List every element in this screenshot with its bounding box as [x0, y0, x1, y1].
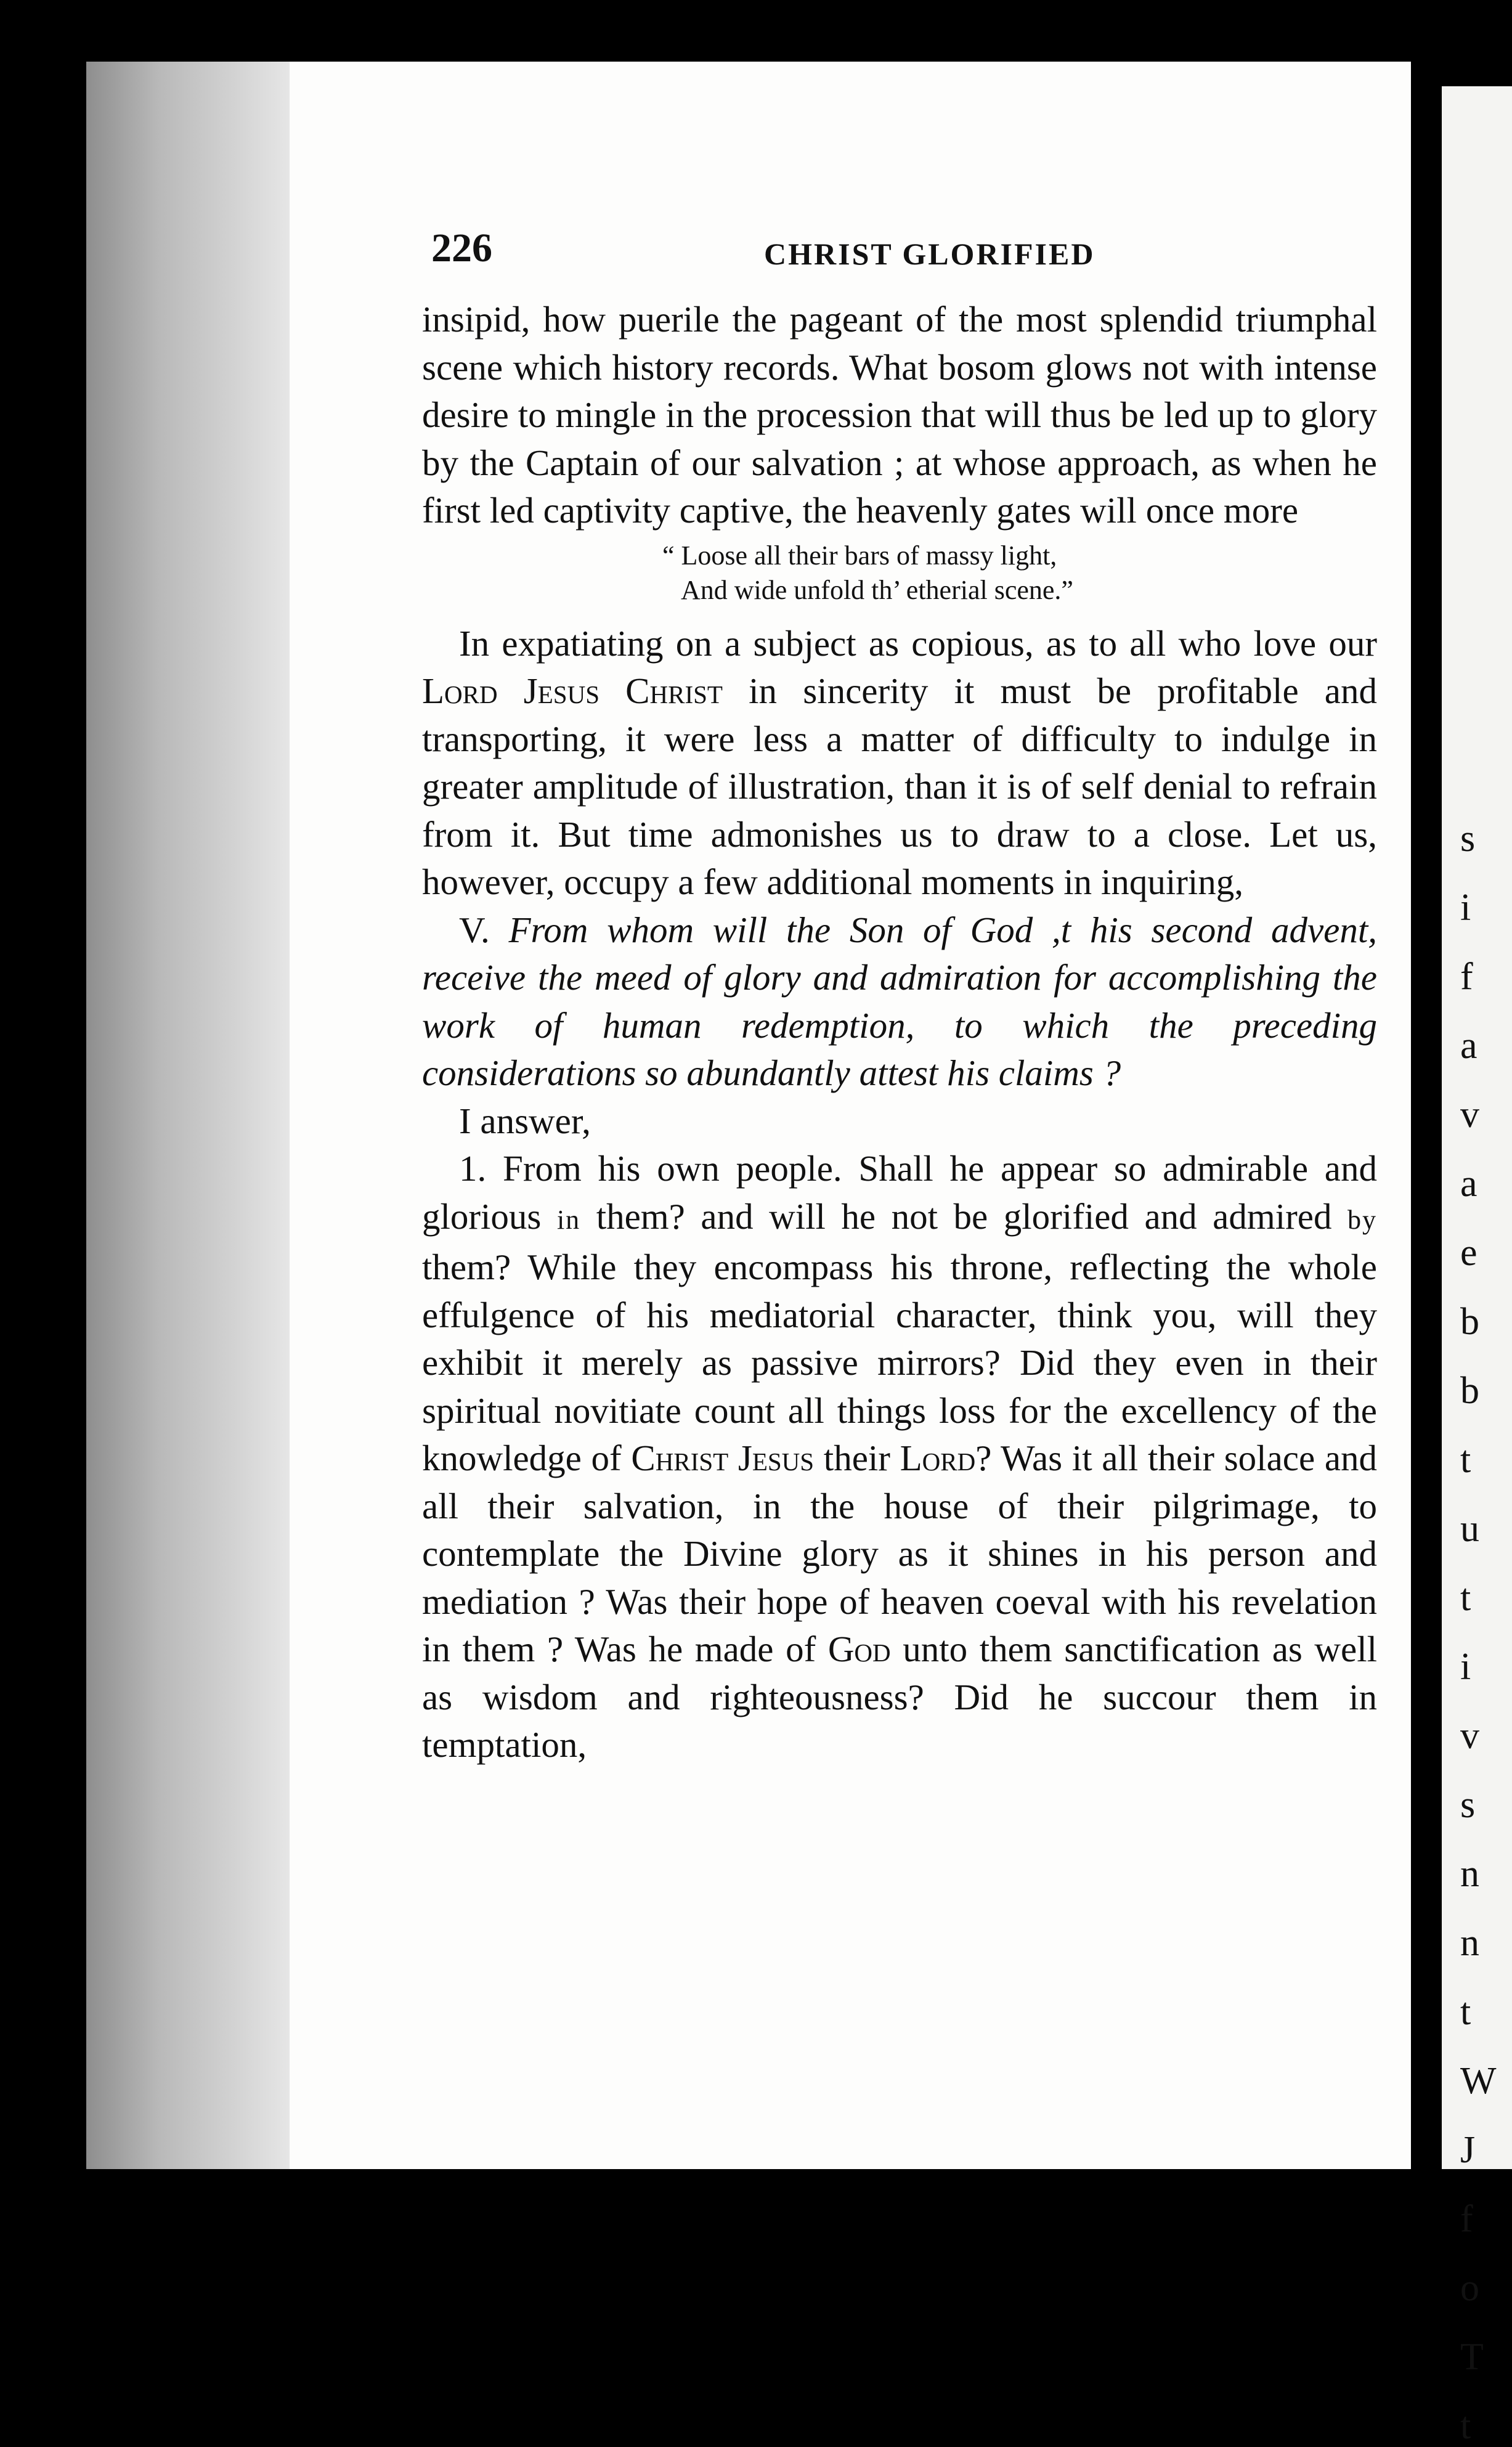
point-1-a: 1. From his own people. Shall he appear so admirable and glorious	[422, 1148, 1377, 1237]
facing-page-fragment: n	[1460, 1922, 1479, 1964]
paragraph-2-b: in sincerity it must be profitable and transporting, it were less a matter of difficulty to indulge in greater amplitude of illustration, than it is of self denial to refrain from it. But time admonishes us to draw to a close. Let us, however, occupy a few additional moments in inquiring,	[422, 670, 1377, 902]
verse-quote	[422, 539, 1377, 608]
facing-page-fragment: u	[1460, 1508, 1479, 1550]
facing-page-fragment: i	[1460, 887, 1471, 929]
facing-page-fragment: a	[1460, 1025, 1477, 1067]
emph-in: in	[556, 1204, 581, 1235]
paragraph-1-text: insipid, how puerile the pageant of the most splendid triumphal scene which history records. What bosom glows not with intense desire to mingle in the procession that will thus be led up to glory by the Captain of our salvation ; at whose approach, as when he first led captivity captive, the heavenly gates will once more	[422, 299, 1377, 531]
facing-page-fragment: n	[1460, 1853, 1479, 1895]
facing-page-fragment: v	[1460, 1715, 1479, 1757]
running-head	[431, 225, 1417, 274]
facing-page-fragment: e	[1460, 1232, 1477, 1274]
point-1-d: their	[823, 1438, 890, 1478]
paragraph-point-1	[422, 1145, 1377, 1769]
section-numeral: V.	[459, 909, 490, 950]
point-1-e: ? Was it all their solace and all their salvation, in the house of their pilgrimage, to contemplate the Divine glory as it shines in his person and mediation ? Was their hope of heaven coeval with his revelation in them ? Was he made of	[422, 1438, 1378, 1669]
facing-page-fragment: t	[1460, 1439, 1471, 1481]
facing-page-fragment: o	[1460, 2267, 1479, 2309]
binding-gutter	[86, 62, 296, 2169]
facing-page-fragment: s	[1460, 818, 1476, 860]
lord-jesus-christ: Lord Jesus Christ	[422, 670, 723, 711]
paragraph-1	[422, 296, 1377, 535]
facing-page-fragment: W	[1460, 2060, 1497, 2102]
section-heading-v	[422, 906, 1377, 1097]
page-body	[422, 296, 1377, 1769]
facing-page-fragment: t	[1460, 1991, 1471, 2033]
christ-jesus: Christ Jesus	[631, 1438, 815, 1478]
lord: Lord	[900, 1438, 976, 1478]
facing-page-fragment: f	[1460, 956, 1473, 998]
facing-page-fragment: t	[1460, 1577, 1471, 1619]
book-page	[290, 62, 1411, 2169]
section-question: From whom will the Son of God ,t his second advent, receive the meed of glory and admiration for accomplishing the work of human redemption, to which the preceding considerations so abundantly attest his claims ?	[422, 909, 1377, 1093]
verse-line-1: “ Loose all their bars of massy light,	[662, 540, 1057, 571]
facing-page-fragment: v	[1460, 1094, 1479, 1136]
facing-page-fragment: J	[1460, 2129, 1476, 2171]
point-1-c: them? While they encompass his throne, reflecting the whole effulgence of his mediatorial character, think you, will they exhibit it merely as passive mirrors? Did they even in their spiritual novitiate count all things loss for the excellency of the knowledge of	[422, 1247, 1377, 1478]
paragraph-2	[422, 620, 1377, 906]
emph-by: by	[1347, 1204, 1378, 1235]
facing-page-fragment: i	[1460, 1646, 1471, 1688]
facing-page-fragment: t	[1460, 2405, 1471, 2447]
facing-page-fragment: T	[1460, 2336, 1484, 2378]
facing-page-fragment: a	[1460, 1163, 1477, 1205]
verse-line-2: And wide unfold th’ etherial scene.”	[681, 574, 1073, 605]
facing-page-fragment: s	[1460, 1784, 1476, 1826]
facing-page-fragment: b	[1460, 1370, 1479, 1412]
point-1-f: unto them sanctification as well as wisdom and righteousness? Did he succour them in temptation,	[422, 1629, 1378, 1765]
paragraph-answer: I answer,	[459, 1100, 591, 1141]
running-title: CHRIST GLORIFIED	[764, 237, 1095, 271]
page-edge-shadow	[1411, 62, 1442, 2169]
facing-page-edge	[1442, 86, 1512, 2447]
facing-page-fragment: b	[1460, 1301, 1479, 1343]
point-1-b: them? and will he not be glorified and admired	[596, 1195, 1332, 1237]
paragraph-2-a: In expatiating on a subject as copious, as to all who love our	[459, 622, 1377, 664]
page-number: 226	[431, 226, 492, 271]
god: God	[827, 1629, 891, 1669]
facing-page-fragment: f	[1460, 2198, 1473, 2240]
